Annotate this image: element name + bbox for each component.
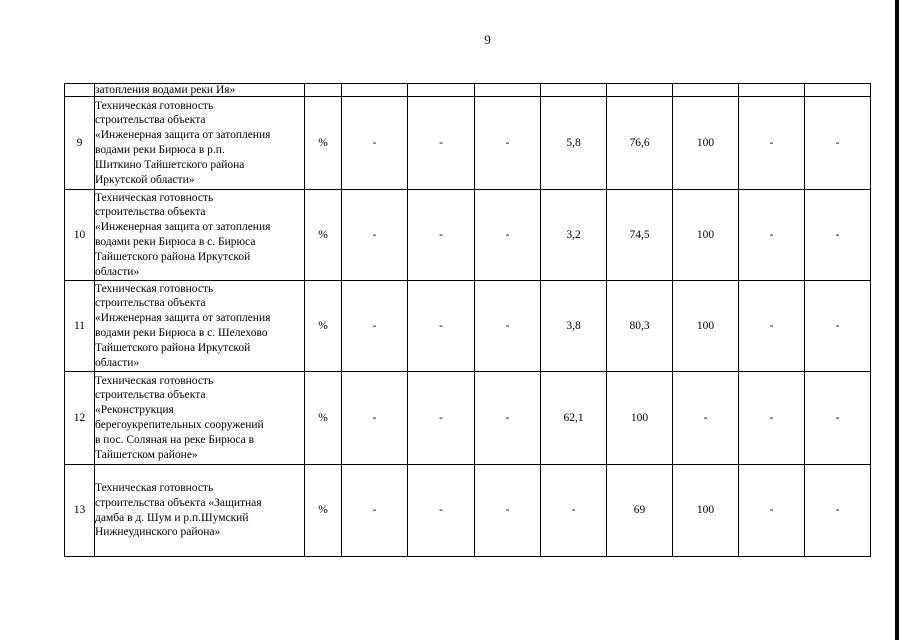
value-cell: -: [408, 465, 475, 557]
table-cell: [541, 84, 607, 97]
description-line: «Реконструкция: [95, 404, 174, 417]
value-cell: 100: [673, 97, 739, 190]
description-line: «Инженерная защита от затопления: [95, 129, 271, 142]
description-line: строительства объекта: [95, 114, 206, 127]
row-number: 10: [65, 190, 95, 281]
description-line: строительства объекта «Защитная: [95, 496, 262, 509]
description-line: строительства объекта: [95, 297, 206, 310]
table-row: [65, 97, 871, 190]
indicator-description: [95, 465, 305, 557]
value-cell: 100: [673, 190, 739, 281]
table-cell: [408, 84, 475, 97]
value-cell: -: [342, 97, 408, 190]
value-cell: 100: [607, 372, 673, 465]
value-cell: 3,2: [541, 190, 607, 281]
value-cell: -: [342, 190, 408, 281]
value-cell: -: [673, 372, 739, 465]
value-cell: 80,3: [607, 281, 673, 372]
description-line: Техническая готовность: [95, 191, 214, 204]
description-line: дамба в д. Шум и р.п.Шумский: [95, 511, 249, 524]
value-cell: -: [739, 97, 805, 190]
description-line: Техническая готовность: [95, 282, 214, 295]
table-row: [65, 372, 871, 465]
value-cell: -: [475, 190, 541, 281]
description-line: «Инженерная защита от затопления: [95, 312, 271, 325]
description-line: Нижнеудинского района»: [95, 526, 221, 539]
value-cell: -: [805, 190, 871, 281]
description-line: строительства объекта: [95, 206, 206, 219]
value-cell: 74,5: [607, 190, 673, 281]
description-line: области»: [95, 265, 140, 278]
page-edge-line: [895, 0, 899, 640]
page-number: 9: [484, 32, 491, 47]
value-cell: -: [805, 372, 871, 465]
table-cell: [673, 84, 739, 97]
value-cell: 69: [607, 465, 673, 557]
unit-cell: %: [305, 190, 342, 281]
value-cell: -: [342, 372, 408, 465]
unit-cell: %: [305, 372, 342, 465]
value-cell: -: [805, 97, 871, 190]
continuation-row: [65, 84, 871, 97]
value-cell: -: [408, 281, 475, 372]
unit-cell: %: [305, 281, 342, 372]
value-cell: -: [739, 190, 805, 281]
indicator-description: [95, 190, 305, 281]
row-number: 12: [65, 372, 95, 465]
value-cell: 76,6: [607, 97, 673, 190]
description-line: области»: [95, 356, 140, 369]
row-number: 9: [65, 97, 95, 190]
row-number: 13: [65, 465, 95, 557]
indicator-description: [95, 281, 305, 372]
table-row: [65, 190, 871, 281]
value-cell: -: [408, 97, 475, 190]
table-cell: [65, 84, 95, 97]
table-cell: [805, 84, 871, 97]
description-line: водами реки Бирюса в с. Шелехово: [95, 327, 268, 339]
description-line: Тайшетского района Иркутской: [95, 341, 251, 354]
table-cell: [739, 84, 805, 97]
description-line: Шиткино Тайшетского района: [95, 158, 245, 171]
indicator-description: [95, 372, 305, 465]
value-cell: 62,1: [541, 372, 607, 465]
value-cell: -: [342, 465, 408, 557]
value-cell: -: [408, 190, 475, 281]
description-line: Тайшетском районе»: [95, 448, 198, 461]
description-line: Иркутской области»: [95, 173, 195, 186]
value-cell: -: [739, 372, 805, 465]
table-row: [65, 281, 871, 372]
description-line: водами реки Бирюса в р.п.: [95, 144, 225, 156]
value-cell: -: [342, 281, 408, 372]
description-line: Тайшетского района Иркутской: [95, 250, 251, 263]
value-cell: -: [408, 372, 475, 465]
continuation-text: затопления водами реки Ия»: [95, 84, 305, 97]
description-line: в пос. Соляная на реке Бирюса в: [95, 433, 255, 446]
value-cell: -: [739, 465, 805, 557]
value-cell: -: [805, 465, 871, 557]
value-cell: 5,8: [541, 97, 607, 190]
description-line: водами реки Бирюса в с. Бирюса: [95, 236, 256, 248]
table-cell: [607, 84, 673, 97]
row-number: 11: [65, 281, 95, 372]
value-cell: -: [805, 281, 871, 372]
value-cell: -: [739, 281, 805, 372]
description-line: Техническая готовность: [95, 374, 214, 387]
indicator-description: [95, 97, 305, 190]
unit-cell: %: [305, 465, 342, 557]
description-line: «Инженерная защита от затопления: [95, 221, 271, 234]
indicators-table: [64, 83, 871, 557]
description-line: Техническая готовность: [95, 481, 214, 494]
value-cell: -: [541, 465, 607, 557]
table-row: [65, 465, 871, 557]
value-cell: 3,8: [541, 281, 607, 372]
description-line: строительства объекта: [95, 389, 206, 402]
description-line: Техническая готовность: [95, 99, 214, 112]
value-cell: 100: [673, 465, 739, 557]
unit-cell: %: [305, 97, 342, 190]
value-cell: -: [475, 372, 541, 465]
table-cell: [305, 84, 342, 97]
value-cell: 100: [673, 281, 739, 372]
description-line: берегоукрепительных сооружений: [95, 419, 264, 431]
table-cell: [342, 84, 408, 97]
table-cell: [475, 84, 541, 97]
value-cell: -: [475, 281, 541, 372]
value-cell: -: [475, 97, 541, 190]
value-cell: -: [475, 465, 541, 557]
